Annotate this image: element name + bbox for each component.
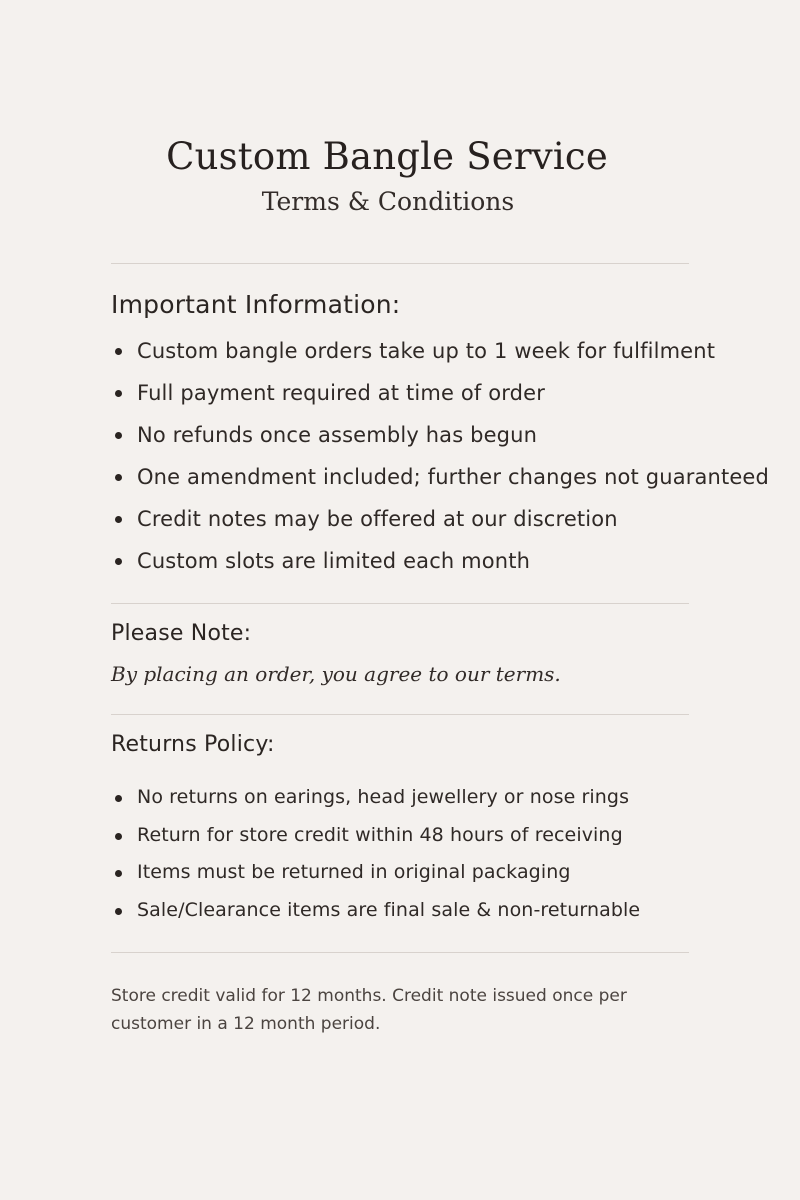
list-item: Custom bangle orders take up to 1 week for fulfilment [111, 330, 769, 372]
important-information-heading: Important Information: [111, 290, 401, 319]
list-item: Return for store credit within 48 hours of receiving [111, 817, 640, 855]
list-item: One amendment included; further changes not guaranteed [111, 456, 769, 498]
list-item: Custom slots are limited each month [111, 540, 769, 582]
divider [111, 952, 689, 953]
list-item: Sale/Clearance items are final sale & non-returnable [111, 892, 640, 930]
divider [111, 714, 689, 715]
divider [111, 603, 689, 604]
divider [111, 263, 689, 264]
returns-policy-heading: Returns Policy: [111, 732, 275, 757]
list-item: Full payment required at time of order [111, 372, 769, 414]
returns-policy-list [111, 779, 640, 929]
terms-agreement-note: By placing an order, you agree to our terms. [111, 662, 561, 686]
list-item: No returns on earings, head jewellery or nose rings [111, 779, 640, 817]
list-item: No refunds once assembly has begun [111, 414, 769, 456]
important-information-list [111, 330, 769, 582]
store-credit-footer: Store credit valid for 12 months. Credit note issued once per customer in a 12 month period. [111, 986, 627, 1034]
page-title: Custom Bangle Service [166, 135, 608, 178]
list-item: Credit notes may be offered at our discretion [111, 498, 769, 540]
list-item: Items must be returned in original packaging [111, 854, 640, 892]
page-subtitle: Terms & Conditions [261, 187, 515, 216]
please-note-heading: Please Note: [111, 621, 252, 646]
